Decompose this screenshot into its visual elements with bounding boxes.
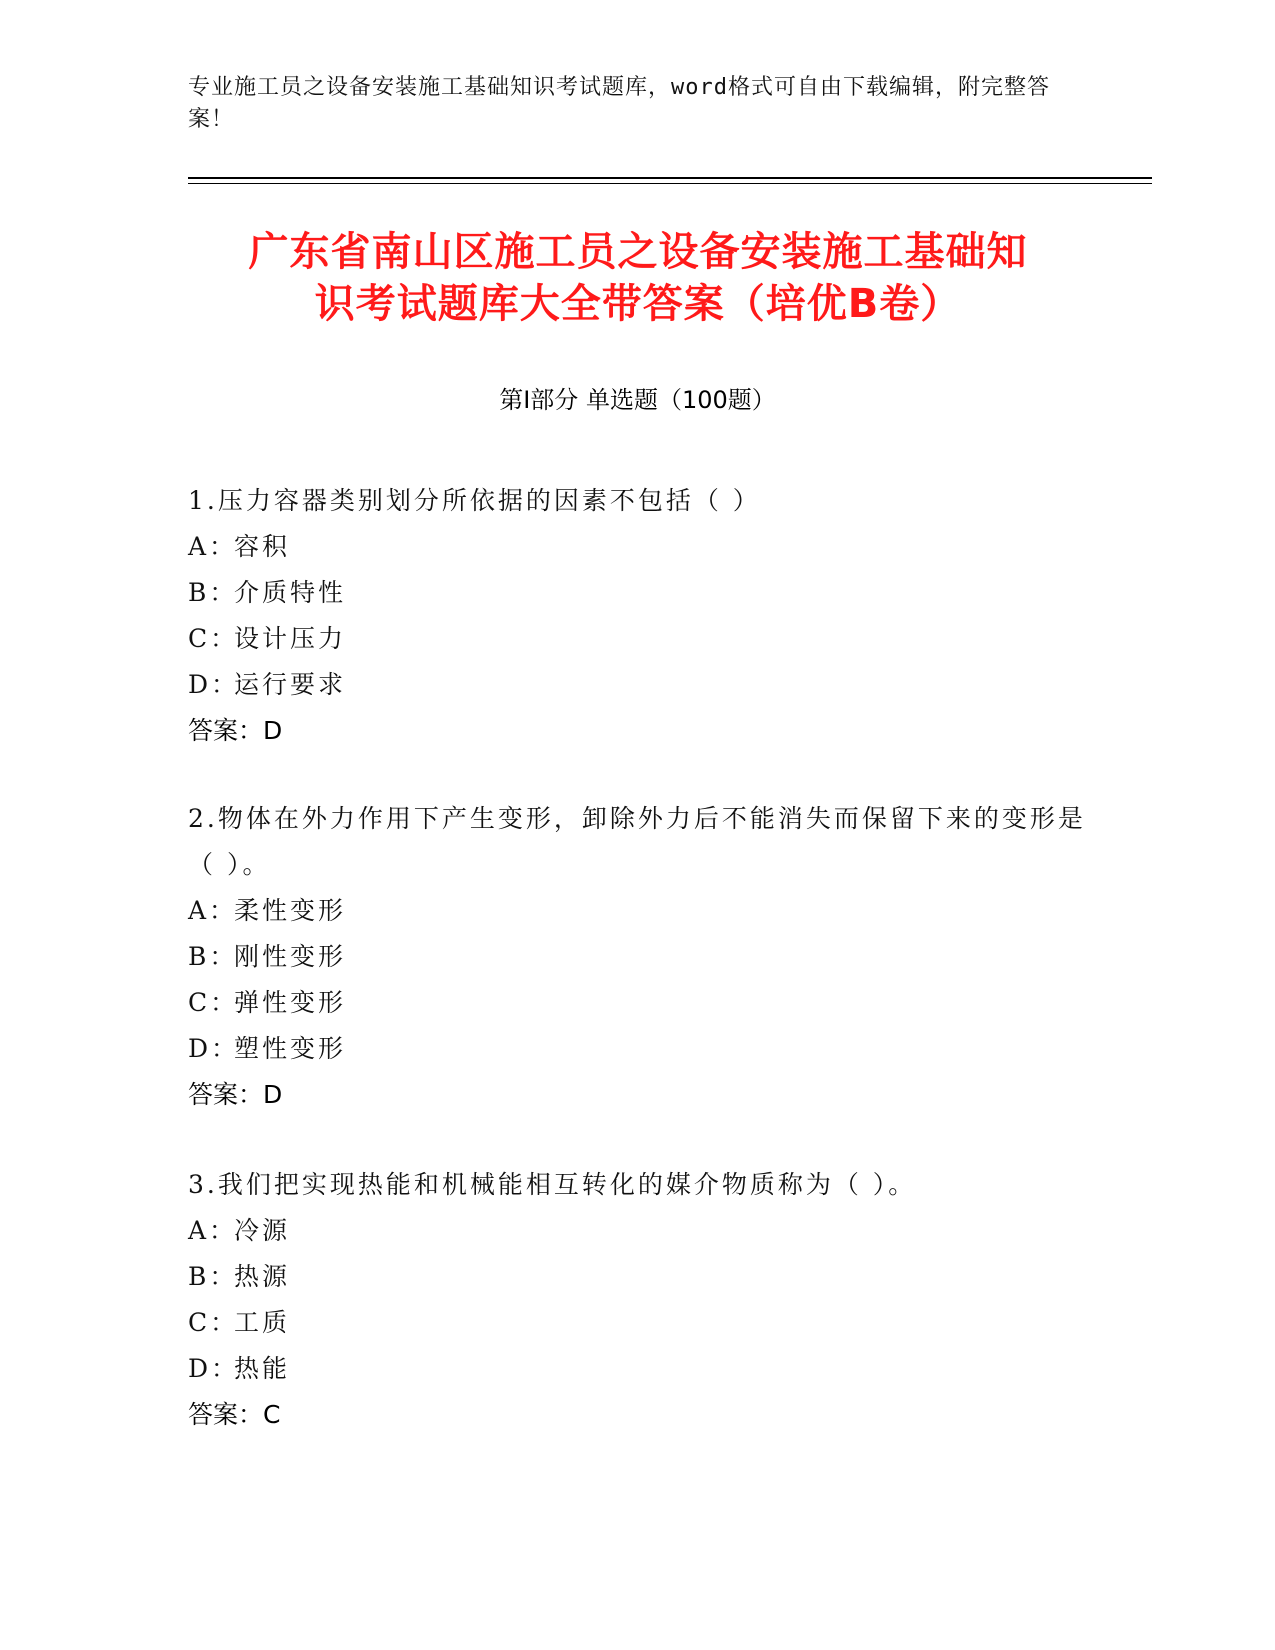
section-title: 第Ⅰ部分 单选题（100题） [499, 386, 776, 414]
option-key: D： [188, 670, 240, 699]
option-d [188, 662, 1088, 708]
option-d [188, 1346, 1088, 1392]
option-text: 设计压力 [234, 624, 347, 653]
option-text: 容积 [234, 532, 291, 561]
option-key: B： [188, 942, 238, 971]
question-1 [188, 478, 1088, 754]
question-answer: 答案：C [188, 1400, 281, 1429]
option-text: 塑性变形 [234, 1034, 347, 1063]
document-title-line-1: 广东省南山区施工员之设备安装施工基础知 [248, 229, 1028, 275]
option-key: B： [188, 1262, 238, 1291]
option-text: 工质 [234, 1308, 291, 1337]
option-c [188, 1300, 1088, 1346]
option-text: 冷源 [234, 1216, 291, 1245]
option-key: A： [188, 1216, 238, 1245]
option-key: D： [188, 1034, 240, 1063]
option-key: A： [188, 532, 238, 561]
option-d [188, 1026, 1088, 1072]
option-key: D： [188, 1354, 240, 1383]
question-stem: 1.压力容器类别划分所依据的因素不包括（ ） [188, 486, 761, 515]
option-a [188, 1208, 1088, 1254]
option-key: C： [188, 624, 239, 653]
header-note: 专业施工员之设备安装施工基础知识考试题库，word格式可自由下载编辑，附完整答案！ [188, 75, 1050, 132]
question-answer: 答案：D [188, 716, 283, 745]
option-key: C： [188, 1308, 239, 1337]
option-text: 热能 [234, 1354, 291, 1383]
header-rule-thick [188, 177, 1152, 179]
option-b [188, 1254, 1088, 1300]
question-2 [188, 796, 1088, 1118]
header-rule-thin [188, 183, 1152, 184]
option-text: 刚性变形 [234, 942, 347, 971]
document-title [188, 226, 1088, 330]
document-title-line-2: 识考试题库大全带答案（培优B卷） [314, 281, 962, 327]
option-key: C： [188, 988, 239, 1017]
option-b [188, 570, 1088, 616]
option-text: 热源 [234, 1262, 291, 1291]
question-3 [188, 1162, 1088, 1438]
question-stem: 2.物体在外力作用下产生变形，卸除外力后不能消失而保留下来的变形是（ ）。 [188, 804, 1086, 879]
option-c [188, 980, 1088, 1026]
question-answer: 答案：D [188, 1080, 283, 1109]
option-key: B： [188, 578, 238, 607]
question-stem: 3.我们把实现热能和机械能相互转化的媒介物质称为（ ）。 [188, 1170, 917, 1199]
option-text: 运行要求 [234, 670, 347, 699]
option-text: 柔性变形 [234, 896, 347, 925]
option-a [188, 888, 1088, 934]
option-a [188, 524, 1088, 570]
option-text: 弹性变形 [234, 988, 347, 1017]
option-text: 介质特性 [234, 578, 347, 607]
option-b [188, 934, 1088, 980]
option-key: A： [188, 896, 238, 925]
option-c [188, 616, 1088, 662]
